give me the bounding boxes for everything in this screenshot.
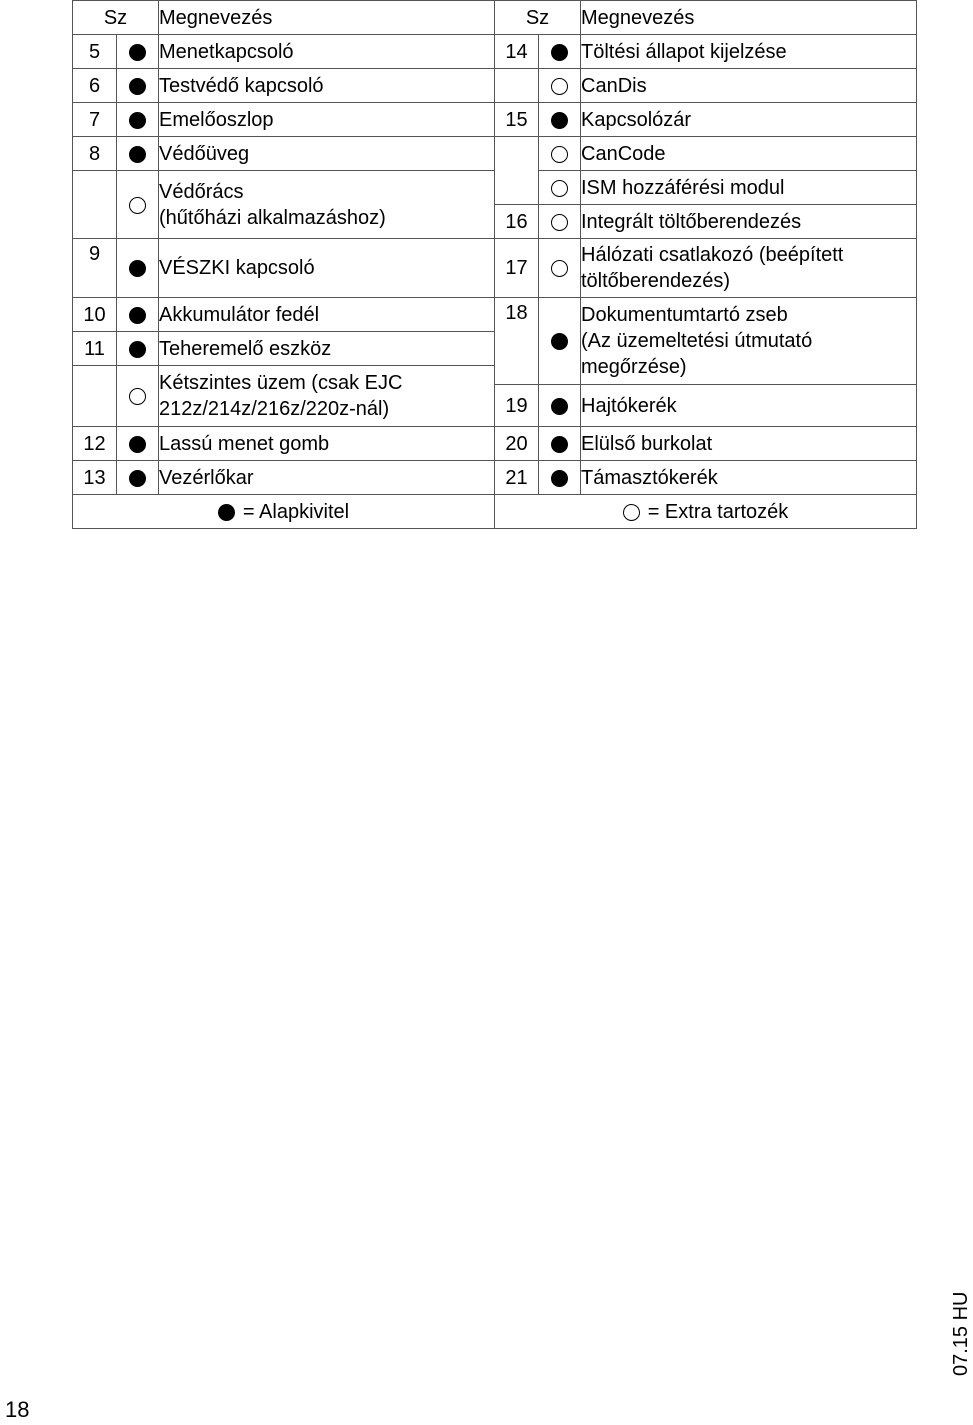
item-number-empty (495, 137, 539, 171)
item-name-line: töltőberendezés) (581, 270, 730, 292)
item-name: Teheremelő eszköz (159, 332, 495, 366)
item-number: 17 (495, 239, 539, 298)
table-row (73, 427, 917, 461)
parts-table (72, 0, 917, 529)
table-row (73, 35, 917, 69)
item-number: 9 (73, 239, 117, 298)
item-number-empty (495, 171, 539, 205)
item-name-line: Dokumentumtartó zseb (581, 304, 788, 326)
item-number: 6 (73, 69, 117, 103)
item-number: 11 (73, 332, 117, 366)
item-name: Integrált töltőberendezés (581, 205, 917, 239)
optional-bullet-icon (117, 171, 159, 239)
item-name-line: 212z/214z/216z/220z-nál) (159, 398, 390, 420)
item-number: 13 (73, 461, 117, 495)
standard-bullet-icon (117, 69, 159, 103)
standard-bullet-icon (117, 35, 159, 69)
optional-bullet-icon (539, 171, 581, 205)
item-number: 16 (495, 205, 539, 239)
item-name (581, 239, 917, 298)
item-name: VÉSZKI kapcsoló (159, 239, 495, 298)
date-code: 07.15 HU (950, 1291, 972, 1376)
item-number-empty (73, 366, 117, 427)
item-number: 19 (495, 385, 539, 427)
page-number: 18 (5, 1397, 30, 1422)
item-name-line: (hűtőházi alkalmazáshoz) (159, 206, 386, 229)
standard-bullet-icon (117, 461, 159, 495)
legend-standard-label: = Alapkivitel (242, 500, 350, 523)
standard-bullet-icon (117, 298, 159, 332)
item-number: 12 (73, 427, 117, 461)
optional-bullet-icon (623, 504, 640, 521)
item-number: 7 (73, 103, 117, 137)
item-name: Menetkapcsoló (159, 35, 495, 69)
table-row (73, 103, 917, 137)
item-name-line: megőrzése) (581, 356, 687, 378)
legend-standard (73, 495, 495, 529)
item-name-line: Védőrács (159, 180, 244, 203)
standard-bullet-icon (117, 427, 159, 461)
table-row (73, 137, 917, 171)
table-header-row (73, 1, 917, 35)
optional-bullet-icon (539, 69, 581, 103)
optional-bullet-icon (539, 205, 581, 239)
item-name: Hajtókerék (581, 385, 917, 427)
legend-extra (495, 495, 917, 529)
item-name: Akkumulátor fedél (159, 298, 495, 332)
item-name: Testvédő kapcsoló (159, 69, 495, 103)
table-row (73, 171, 917, 205)
table-row (73, 239, 917, 298)
item-number: 18 (495, 298, 539, 385)
item-number: 5 (73, 35, 117, 69)
item-number: 14 (495, 35, 539, 69)
optional-bullet-icon (539, 137, 581, 171)
table-row (73, 298, 917, 332)
item-name: CanCode (581, 137, 917, 171)
standard-bullet-icon (539, 103, 581, 137)
item-number-empty (73, 171, 117, 239)
table-row (73, 461, 917, 495)
item-name: Kapcsolózár (581, 103, 917, 137)
standard-bullet-icon (539, 35, 581, 69)
header-sz-right: Sz (495, 1, 581, 35)
item-name: Lassú menet gomb (159, 427, 495, 461)
standard-bullet-icon (117, 103, 159, 137)
standard-bullet-icon (539, 427, 581, 461)
item-name: Töltési állapot kijelzése (581, 35, 917, 69)
standard-bullet-icon (117, 332, 159, 366)
item-number: 10 (73, 298, 117, 332)
item-name-line: Hálózati csatlakozó (beépített (581, 244, 844, 266)
legend-extra-label: = Extra tartozék (647, 500, 789, 523)
item-number-empty (495, 69, 539, 103)
header-sz-left: Sz (73, 1, 159, 35)
item-number: 21 (495, 461, 539, 495)
table-row (73, 69, 917, 103)
standard-bullet-icon (117, 239, 159, 298)
optional-bullet-icon (117, 366, 159, 427)
item-name-line: Kétszintes üzem (csak EJC (159, 372, 403, 394)
standard-bullet-icon (117, 137, 159, 171)
item-name: Támasztókerék (581, 461, 917, 495)
standard-bullet-icon (539, 461, 581, 495)
item-name: Védőüveg (159, 137, 495, 171)
item-number: 8 (73, 137, 117, 171)
standard-bullet-icon (218, 504, 235, 521)
item-name: Vezérlőkar (159, 461, 495, 495)
header-name-right: Megnevezés (581, 1, 917, 35)
item-name: Emelőoszlop (159, 103, 495, 137)
item-name: ISM hozzáférési modul (581, 171, 917, 205)
item-number: 15 (495, 103, 539, 137)
item-name (159, 366, 495, 427)
item-number: 20 (495, 427, 539, 461)
item-name (159, 171, 495, 239)
item-name-line: (Az üzemeltetési útmutató (581, 330, 813, 352)
optional-bullet-icon (539, 239, 581, 298)
item-name: CanDis (581, 69, 917, 103)
standard-bullet-icon (539, 298, 581, 385)
standard-bullet-icon (539, 385, 581, 427)
item-name: Elülső burkolat (581, 427, 917, 461)
legend-row (73, 495, 917, 529)
item-name (581, 298, 917, 385)
header-name-left: Megnevezés (159, 1, 495, 35)
